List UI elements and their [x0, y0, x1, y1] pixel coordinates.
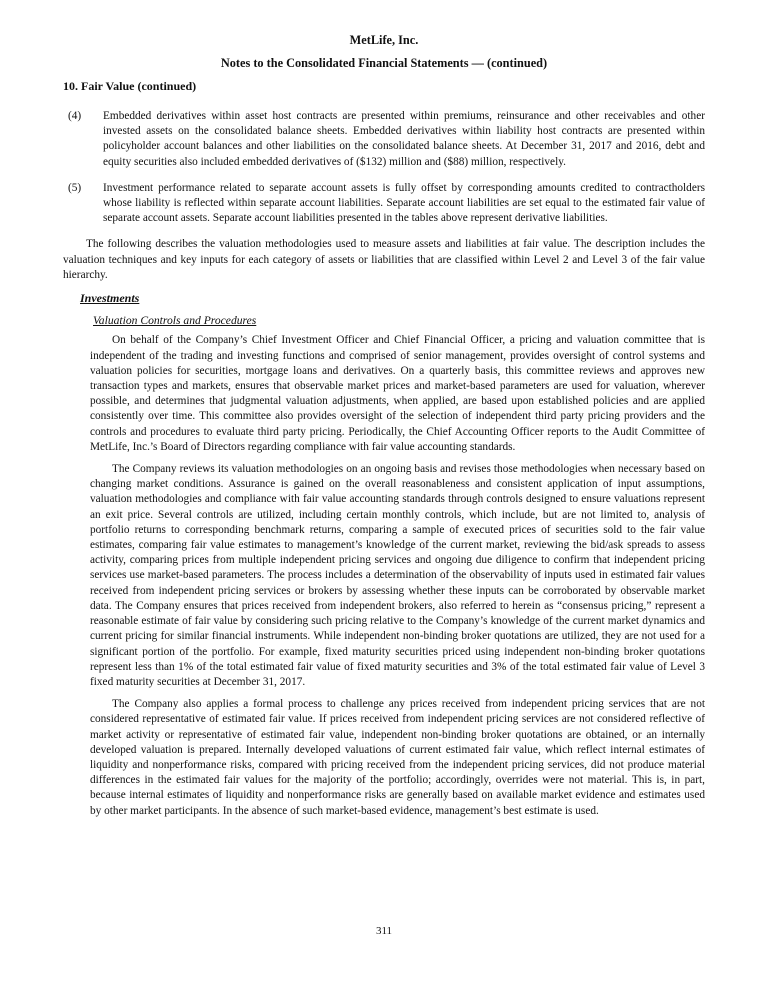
- intro-paragraph: The following describes the valuation methodologies used to measure assets and liabilities at fair value. The description includes the valuation techniques and key inputs for each category of assets or liabilities that are classified within Level 2 and Level 3 of the fair value hierarchy.: [63, 238, 705, 281]
- footnote-4-text: Embedded derivatives within asset host contracts are presented within premiums, reinsurance and other receivables and other invested assets on the consolidated balance sheets. Embedded derivatives within liability host contracts are presented within policyholder account balances and other liabilities on the consolidated balance sheets. At December 31, 2017 and 2016, debt and equity securities also included embedded derivatives of ($132) million and ($88) million, respectively.: [103, 110, 705, 168]
- heading-investments: Investments: [80, 291, 140, 306]
- footnote-5: [63, 181, 705, 227]
- company-title: MetLife, Inc.: [349, 33, 419, 47]
- paragraph-valuation-methodologies-review: The Company reviews its valuation methodologies on an ongoing basis and revises those methodologies when necessary based on changing market conditions. Assurance is gained on the overall reasonableness and consistent application of input assumptions, valuation methodologies and compliance with fair value accounting standards through controls designed to ensure valuations represent an exit price. Several controls are utilized, including certain monthly controls, which include, but are not limited to, analysis of portfolio returns to corresponding benchmark returns, comparing a sample of executed prices of securities sold to the fair value estimates, comparing fair value estimates to management’s knowledge of the current market, reviewing the bid/ask spreads to assess activity, comparing prices from multiple independent pricing services and ongoing due diligence to confirm that independent pricing services use market-based parameters. The process includes a determination of the observability of inputs used in estimated fair values received from independent pricing services or brokers by assessing whether these inputs can be corroborated by observable market data. The Company ensures that prices received from independent brokers, also referred to herein as “consensus pricing,” represent a reasonable estimate of fair value by considering such pricing relative to the Company’s knowledge of the current market dynamics and current pricing for similar financial instruments. While independent non-binding broker quotations are utilized, they are not used for a significant portion of the portfolio. For example, fixed maturity securities priced using independent non-binding broker quotations represent less than 1% of the total estimated fair value of fixed maturity securities and 3% of the total estimated fair value of Level 3 fixed maturity securities at December 31, 2017.: [90, 463, 705, 688]
- heading-valuation-controls-and-procedures: Valuation Controls and Procedures: [93, 314, 257, 328]
- paragraph-price-challenge-process: The Company also applies a formal process to challenge any prices received from independent pricing services that are not considered representative of estimated fair value. If prices received from independent pricing services are not considered reflective of market activity or representative of estimated fair value, independent non-binding broker quotations are obtained, or an internally developed valuation is prepared. Internally developed valuations of current estimated fair value, which reflect internal estimates of liquidity and nonperformance risks, compared with pricing received from the independent pricing services, did not produce material differences in the estimated fair values for the majority of the portfolio; accordingly, overrides were not material. This is, in part, because internal estimates of liquidity and nonperformance risks are generally based on available market evidence and estimates used by other market participants. In the absence of such market-based evidence, management’s best estimate is used.: [90, 698, 705, 817]
- footnote-4-number: (4): [68, 110, 82, 122]
- footnote-5-number: (5): [68, 181, 82, 194]
- document-subtitle: Notes to the Consolidated Financial Statements — (continued): [220, 56, 548, 70]
- footnote-4: [63, 109, 705, 170]
- footnote-list: [63, 109, 705, 226]
- section-title: 10. Fair Value (continued): [63, 79, 197, 93]
- paragraph-valuation-committee: On behalf of the Company’s Chief Investment Officer and Chief Financial Officer, a pricing and valuation committee that is independent of the trading and investing functions and comprised of senior management, provides oversight of control systems and valuation policies for securities, mortgage loans and derivatives. On a quarterly basis, this committee reviews and approves new transaction types and markets, ensures that observable market prices and market-based parameters are used for valuation, wherever possible, and determines that judgmental valuation adjustments, when applied, are based upon established policies and are applied consistently over time. This committee also provides oversight of the selection of independent third party pricing providers and the controls and procedures to evaluate third party pricing. Periodically, the Chief Accounting Officer reports to the Audit Committee of MetLife, Inc.’s Board of Directors regarding compliance with fair value accounting standards.: [90, 334, 705, 453]
- footnote-5-text: Investment performance related to separate account assets is fully offset by corresponding amounts credited to contractholders whose liability is reflected within separate account liabilities. Separate account liabilities are set equal to the estimated fair value of separate account assets. Separate account liabilities presented in the tables above represent derivative liabilities.: [103, 181, 705, 225]
- page-number: 311: [375, 925, 393, 937]
